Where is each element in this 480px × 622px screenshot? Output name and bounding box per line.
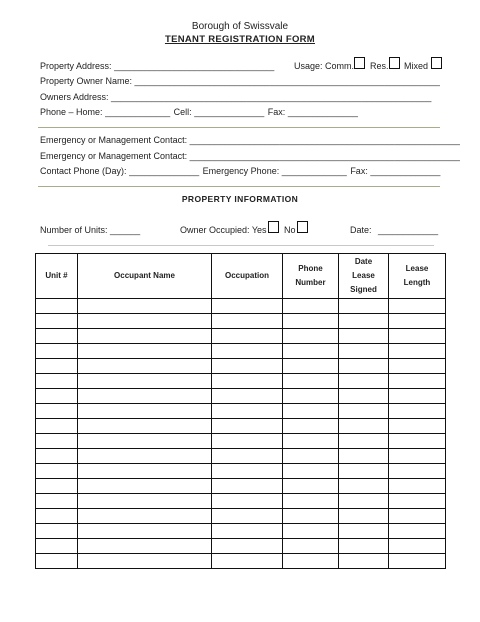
occupant-name-cell[interactable] <box>78 464 212 479</box>
emergency-contact-1-line <box>40 135 460 146</box>
lease-length-cell[interactable] <box>389 314 446 329</box>
phone-cell[interactable] <box>283 389 339 404</box>
date-signed-cell[interactable] <box>339 404 389 419</box>
date-field[interactable]: ____________ <box>378 225 439 235</box>
phone-home-label: Phone – Home: <box>40 107 103 117</box>
phone-cell[interactable] <box>283 524 339 539</box>
unit-cell[interactable] <box>36 404 78 419</box>
table-row <box>36 359 446 374</box>
table-row <box>36 404 446 419</box>
occupation-cell[interactable] <box>212 434 283 449</box>
phone-home-field[interactable]: _____________ <box>105 107 171 117</box>
date-signed-cell[interactable] <box>339 419 389 434</box>
phone-cell[interactable] <box>283 299 339 314</box>
date-signed-cell[interactable] <box>339 479 389 494</box>
occupation-cell[interactable] <box>212 374 283 389</box>
contact-phone-label: Contact Phone (Day): <box>40 166 127 176</box>
usage-mixed-checkbox[interactable] <box>431 57 442 69</box>
unit-cell[interactable] <box>36 314 78 329</box>
occupant-name-cell[interactable] <box>78 404 212 419</box>
occupation-cell[interactable] <box>212 419 283 434</box>
date-signed-cell[interactable] <box>339 344 389 359</box>
col-date-lease-signed-header: Date Lease Signed <box>339 254 389 299</box>
contact-fax-field[interactable]: ______________ <box>370 166 441 176</box>
table-row <box>36 449 446 464</box>
form-title-text: TENANT REGISTRATION FORM <box>164 34 316 45</box>
contact-fax-label: Fax: <box>350 166 368 176</box>
occupation-cell[interactable] <box>212 389 283 404</box>
phone-cell[interactable] <box>283 434 339 449</box>
unit-cell[interactable] <box>36 359 78 374</box>
phone-cell[interactable] <box>283 494 339 509</box>
occupant-name-cell[interactable] <box>78 449 212 464</box>
emergency-contact-1-field[interactable]: ______________________________________________________ <box>189 135 460 145</box>
occupant-name-cell[interactable] <box>78 374 212 389</box>
owner-occupied-yes-checkbox[interactable] <box>268 221 279 233</box>
occupant-name-cell[interactable] <box>78 434 212 449</box>
date-signed-cell[interactable] <box>339 329 389 344</box>
phone-cell[interactable] <box>283 374 339 389</box>
col-lease-length-header: Lease Length <box>389 254 446 299</box>
tenant-table-body <box>36 299 446 569</box>
table-row <box>36 314 446 329</box>
contact-phone-field[interactable]: ______________ <box>129 166 200 176</box>
lease-length-cell[interactable] <box>389 479 446 494</box>
unit-cell[interactable] <box>36 344 78 359</box>
col-unit-number-header: Unit # <box>36 254 78 299</box>
occupation-cell[interactable] <box>212 509 283 524</box>
section-divider <box>38 127 440 128</box>
phone-line <box>40 107 358 118</box>
occupation-cell[interactable] <box>212 494 283 509</box>
unit-cell[interactable] <box>36 464 78 479</box>
phone-cell[interactable] <box>283 404 339 419</box>
owner-name-field[interactable]: _____________________________________________________________ <box>134 76 440 86</box>
tenant-table <box>35 253 446 569</box>
occupation-cell[interactable] <box>212 479 283 494</box>
occupation-cell[interactable] <box>212 464 283 479</box>
fax-field[interactable]: ______________ <box>287 107 358 117</box>
units-field[interactable]: ______ <box>110 225 141 235</box>
owner-name-label: Property Owner Name: <box>40 76 133 86</box>
occupation-cell[interactable] <box>212 359 283 374</box>
property-information-heading: PROPERTY INFORMATION <box>181 194 299 204</box>
occupation-cell[interactable] <box>212 539 283 554</box>
owner-occupied-no-label: No <box>284 225 296 235</box>
occupant-name-cell[interactable] <box>78 389 212 404</box>
date-signed-cell[interactable] <box>339 464 389 479</box>
owner-name-line <box>40 76 440 87</box>
emergency-contact-2-label: Emergency or Management Contact: <box>40 151 188 161</box>
phone-cell[interactable] <box>283 509 339 524</box>
lease-length-cell[interactable] <box>389 494 446 509</box>
lease-length-cell[interactable] <box>389 434 446 449</box>
unit-cell[interactable] <box>36 554 78 569</box>
section-divider <box>48 245 434 246</box>
date-signed-cell[interactable] <box>339 539 389 554</box>
unit-cell[interactable] <box>36 539 78 554</box>
unit-cell[interactable] <box>36 509 78 524</box>
usage-comm-label: Usage: Comm. <box>294 61 355 71</box>
lease-length-cell[interactable] <box>389 359 446 374</box>
unit-cell[interactable] <box>36 479 78 494</box>
lease-length-cell[interactable] <box>389 404 446 419</box>
phone-cell[interactable] <box>283 449 339 464</box>
unit-cell[interactable] <box>36 419 78 434</box>
number-of-units-line <box>40 225 140 236</box>
property-address-field[interactable]: ________________________________ <box>114 61 275 71</box>
emergency-contact-1-label: Emergency or Management Contact: <box>40 135 188 145</box>
date-signed-cell[interactable] <box>339 359 389 374</box>
phone-cell[interactable] <box>283 539 339 554</box>
owners-address-field[interactable]: ________________________________________________________________ <box>111 92 432 102</box>
municipality-name: Borough of Swissvale <box>191 21 289 32</box>
unit-cell[interactable] <box>36 434 78 449</box>
fax-label: Fax: <box>267 107 286 117</box>
occupant-name-cell[interactable] <box>78 419 212 434</box>
date-signed-cell[interactable] <box>339 524 389 539</box>
lease-length-cell[interactable] <box>389 449 446 464</box>
form-title <box>0 34 480 45</box>
table-row <box>36 329 446 344</box>
phone-cell[interactable] <box>283 554 339 569</box>
section-divider <box>38 186 440 187</box>
usage-res-checkbox[interactable] <box>389 57 400 69</box>
occupation-cell[interactable] <box>212 299 283 314</box>
phone-cell[interactable] <box>283 314 339 329</box>
occupant-name-cell[interactable] <box>78 479 212 494</box>
phone-cell[interactable] <box>283 464 339 479</box>
lease-length-cell[interactable] <box>389 374 446 389</box>
table-row <box>36 554 446 569</box>
occupation-cell[interactable] <box>212 314 283 329</box>
lease-length-cell[interactable] <box>389 554 446 569</box>
cell-label: Cell: <box>173 107 192 117</box>
lease-length-cell[interactable] <box>389 419 446 434</box>
unit-cell[interactable] <box>36 374 78 389</box>
unit-cell[interactable] <box>36 524 78 539</box>
emergency-phone-label: Emergency Phone: <box>202 166 280 176</box>
cell-field[interactable]: ______________ <box>194 107 265 117</box>
date-signed-cell[interactable] <box>339 389 389 404</box>
table-row <box>36 494 446 509</box>
date-signed-cell[interactable] <box>339 449 389 464</box>
property-address-line <box>40 61 274 72</box>
phone-cell[interactable] <box>283 329 339 344</box>
table-row <box>36 524 446 539</box>
date-signed-cell[interactable] <box>339 299 389 314</box>
lease-length-cell[interactable] <box>389 329 446 344</box>
lease-length-cell[interactable] <box>389 509 446 524</box>
col-phone-number-header: Phone Number <box>283 254 339 299</box>
date-signed-cell[interactable] <box>339 554 389 569</box>
emergency-phone-field[interactable]: _____________ <box>281 166 347 176</box>
table-row <box>36 299 446 314</box>
emergency-contact-2-field[interactable]: ______________________________________________________ <box>189 151 460 161</box>
lease-length-cell[interactable] <box>389 524 446 539</box>
usage-res-label: Res. <box>370 61 389 71</box>
lease-length-cell[interactable] <box>389 389 446 404</box>
col-occupant-name-header: Occupant Name <box>78 254 212 299</box>
units-label: Number of Units: <box>40 225 108 235</box>
date-signed-cell[interactable] <box>339 434 389 449</box>
emergency-contact-2-line <box>40 151 460 162</box>
table-row <box>36 434 446 449</box>
phone-cell[interactable] <box>283 419 339 434</box>
unit-cell[interactable] <box>36 329 78 344</box>
occupation-cell[interactable] <box>212 329 283 344</box>
table-row <box>36 419 446 434</box>
unit-cell[interactable] <box>36 494 78 509</box>
owners-address-label: Owners Address: <box>40 92 109 102</box>
occupation-cell[interactable] <box>212 524 283 539</box>
occupant-name-cell[interactable] <box>78 539 212 554</box>
table-row <box>36 374 446 389</box>
occupation-cell[interactable] <box>212 344 283 359</box>
date-signed-cell[interactable] <box>339 374 389 389</box>
unit-cell[interactable] <box>36 449 78 464</box>
occupant-name-cell[interactable] <box>78 299 212 314</box>
occupant-name-cell[interactable] <box>78 344 212 359</box>
col-occupation-header: Occupation <box>212 254 283 299</box>
date-label: Date: <box>350 225 372 235</box>
usage-comm-checkbox[interactable] <box>354 57 365 69</box>
date-line <box>350 225 438 236</box>
date-signed-cell[interactable] <box>339 314 389 329</box>
usage-mixed-label: Mixed <box>404 61 429 71</box>
occupant-name-cell[interactable] <box>78 494 212 509</box>
owners-address-line <box>40 92 431 103</box>
unit-cell[interactable] <box>36 299 78 314</box>
occupation-cell[interactable] <box>212 404 283 419</box>
occupant-name-cell[interactable] <box>78 314 212 329</box>
lease-length-cell[interactable] <box>389 464 446 479</box>
table-row <box>36 509 446 524</box>
phone-cell[interactable] <box>283 344 339 359</box>
table-row <box>36 389 446 404</box>
owner-occupied-label: Owner Occupied: Yes <box>180 225 267 235</box>
lease-length-cell[interactable] <box>389 344 446 359</box>
table-row <box>36 539 446 554</box>
unit-cell[interactable] <box>36 389 78 404</box>
phone-cell[interactable] <box>283 479 339 494</box>
occupant-name-cell[interactable] <box>78 359 212 374</box>
occupation-cell[interactable] <box>212 554 283 569</box>
occupant-name-cell[interactable] <box>78 554 212 569</box>
phone-cell[interactable] <box>283 359 339 374</box>
table-row <box>36 344 446 359</box>
contact-phone-line <box>40 166 440 177</box>
table-row <box>36 479 446 494</box>
lease-length-cell[interactable] <box>389 299 446 314</box>
occupant-name-cell[interactable] <box>78 509 212 524</box>
date-signed-cell[interactable] <box>339 509 389 524</box>
table-header-row <box>36 254 446 299</box>
owner-occupied-no-checkbox[interactable] <box>297 221 308 233</box>
lease-length-cell[interactable] <box>389 539 446 554</box>
occupant-name-cell[interactable] <box>78 524 212 539</box>
occupant-name-cell[interactable] <box>78 329 212 344</box>
table-row <box>36 464 446 479</box>
property-address-label: Property Address: <box>40 61 112 71</box>
occupation-cell[interactable] <box>212 449 283 464</box>
date-signed-cell[interactable] <box>339 494 389 509</box>
